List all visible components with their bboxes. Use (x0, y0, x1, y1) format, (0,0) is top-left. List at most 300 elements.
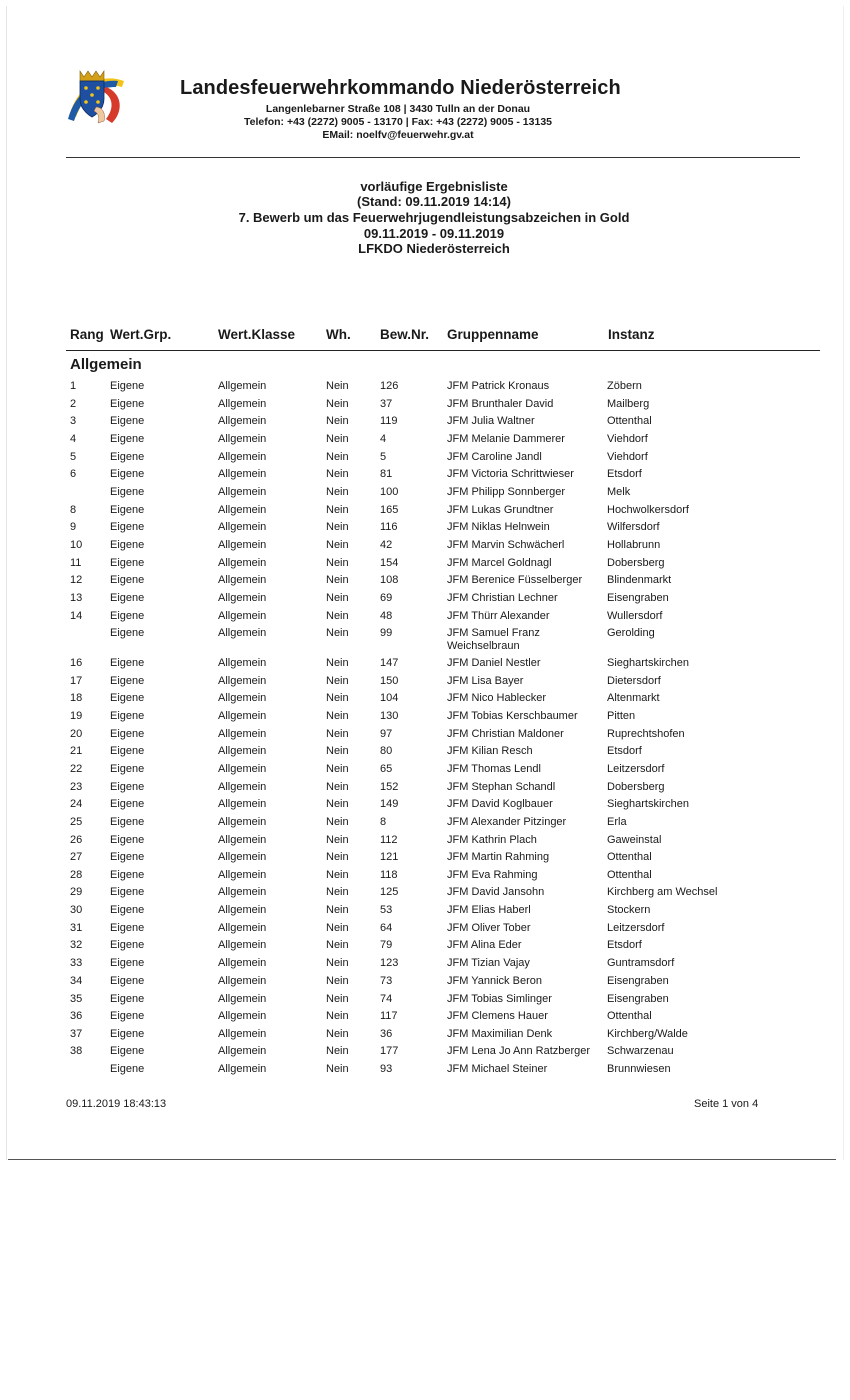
cell-gruppenname: JFM Niklas Helnwein (447, 521, 550, 533)
cell-instanz: Guntramsdorf (607, 957, 675, 969)
cell-wertgrp: Eigene (110, 380, 145, 392)
cell-bewnr: 117 (380, 1010, 398, 1022)
cell-bewnr: 177 (380, 1045, 399, 1057)
cell-instanz: Kirchberg am Wechsel (607, 886, 718, 898)
cell-wertklasse: Allgemein (218, 939, 267, 951)
cell-gruppenname: JFM Oliver Tober (447, 922, 531, 934)
cell-rang: 34 (70, 975, 83, 987)
cell-gruppenname: JFM Caroline Jandl (447, 451, 542, 463)
cell-wh: Nein (326, 433, 349, 445)
cell-rang: 32 (70, 939, 83, 951)
cell-wh: Nein (326, 1028, 349, 1040)
cell-rang: 22 (70, 763, 83, 775)
cell-instanz: Ruprechtshofen (607, 728, 685, 740)
cell-wertgrp: Eigene (110, 539, 145, 551)
cell-wh: Nein (326, 869, 349, 881)
table-row (0, 922, 850, 938)
cell-bewnr: 5 (380, 451, 387, 463)
cell-wh: Nein (326, 922, 349, 934)
table-row (0, 574, 850, 590)
cell-wertgrp: Eigene (110, 939, 145, 951)
cell-bewnr: 123 (380, 957, 399, 969)
cell-bewnr: 36 (380, 1028, 393, 1040)
cell-gruppenname: JFM Alexander Pitzinger (447, 816, 567, 828)
cell-gruppenname: JFM Thürr Alexander (447, 610, 550, 622)
cell-wertgrp: Eigene (110, 574, 145, 586)
col-header-bewnr: Bew.Nr. (380, 327, 430, 342)
cell-wh: Nein (326, 957, 349, 969)
cell-wertklasse: Allgemein (218, 851, 267, 863)
table-row (0, 380, 850, 396)
cell-gruppenname: JFM Lisa Bayer (447, 675, 524, 687)
cell-wertklasse: Allgemein (218, 834, 267, 846)
cell-bewnr: 121 (380, 851, 399, 863)
cell-rang: 31 (70, 922, 83, 934)
col-header-wertgrp: Wert.Grp. (110, 327, 172, 342)
cell-wh: Nein (326, 816, 349, 828)
cell-wertgrp: Eigene (110, 781, 145, 793)
table-row (0, 692, 850, 708)
event-name: 7. Bewerb um das Feuerwehrjugendleistungsabzeichen in Gold (238, 210, 630, 225)
cell-bewnr: 108 (380, 574, 399, 586)
cell-bewnr: 125 (380, 886, 399, 898)
cell-rang: 26 (70, 834, 83, 846)
event-organizer: LFKDO Niederösterreich (358, 241, 510, 256)
cell-wertgrp: Eigene (110, 922, 145, 934)
cell-bewnr: 69 (380, 592, 393, 604)
cell-bewnr: 100 (380, 486, 399, 498)
cell-rang: 9 (70, 521, 77, 533)
table-row (0, 1045, 850, 1061)
cell-wh: Nein (326, 557, 349, 569)
cell-gruppenname: JFM Eva Rahming (447, 869, 538, 881)
cell-gruppenname: JFM Lena Jo Ann Ratzberger (447, 1045, 591, 1057)
cell-rang: 36 (70, 1010, 83, 1022)
cell-rang: 13 (70, 592, 83, 604)
cell-wertklasse: Allgemein (218, 904, 267, 916)
cell-rang: 2 (70, 398, 77, 410)
cell-bewnr: 93 (380, 1063, 393, 1075)
cell-rang: 30 (70, 904, 83, 916)
cell-wertgrp: Eigene (110, 486, 145, 498)
cell-bewnr: 4 (380, 433, 387, 445)
cell-rang: 3 (70, 415, 77, 427)
cell-rang: 29 (70, 886, 83, 898)
cell-rang: 25 (70, 816, 83, 828)
cell-instanz: Altenmarkt (607, 692, 660, 704)
col-header-wh: Wh. (326, 327, 351, 342)
cell-rang: 23 (70, 781, 83, 793)
table-row (0, 728, 850, 744)
cell-wertgrp: Eigene (110, 692, 145, 704)
cell-wertgrp: Eigene (110, 904, 145, 916)
cell-wertgrp: Eigene (110, 557, 145, 569)
cell-instanz: Ottenthal (607, 415, 652, 427)
cell-wh: Nein (326, 939, 349, 951)
cell-instanz: Leitzersdorf (607, 763, 665, 775)
cell-wertgrp: Eigene (110, 975, 145, 987)
cell-instanz: Wilfersdorf (607, 521, 660, 533)
cell-rang: 5 (70, 451, 77, 463)
cell-gruppenname: JFM Maximilian Denk (447, 1028, 553, 1040)
cell-rang: 37 (70, 1028, 83, 1040)
cell-instanz: Blindenmarkt (607, 574, 672, 586)
cell-bewnr: 154 (380, 557, 399, 569)
table-row (0, 869, 850, 885)
cell-wertgrp: Eigene (110, 993, 145, 1005)
table-row (0, 557, 850, 573)
table-row (0, 451, 850, 467)
cell-wertklasse: Allgemein (218, 610, 267, 622)
cell-rang: 24 (70, 798, 83, 810)
cell-rang: 38 (70, 1045, 83, 1057)
cell-wertklasse: Allgemein (218, 816, 267, 828)
cell-wertklasse: Allgemein (218, 380, 267, 392)
cell-wertgrp: Eigene (110, 592, 145, 604)
cell-rang: 8 (70, 504, 77, 516)
col-header-wertklasse: Wert.Klasse (218, 327, 296, 342)
table-row (0, 1010, 850, 1026)
cell-wertgrp: Eigene (110, 504, 145, 516)
cell-rang: 12 (70, 574, 83, 586)
table-row (0, 610, 850, 626)
cell-wh: Nein (326, 798, 349, 810)
table-row (0, 415, 850, 431)
cell-instanz: Hollabrunn (607, 539, 661, 551)
cell-gruppenname: JFM Marcel Goldnagl (447, 557, 552, 569)
table-row (0, 675, 850, 691)
cell-wertgrp: Eigene (110, 1010, 145, 1022)
cell-wh: Nein (326, 675, 349, 687)
cell-wertgrp: Eigene (110, 610, 145, 622)
cell-bewnr: 48 (380, 610, 393, 622)
cell-rang: 28 (70, 869, 83, 881)
cell-rang: 35 (70, 993, 83, 1005)
cell-wertklasse: Allgemein (218, 415, 267, 427)
cell-gruppenname: JFM Michael Steiner (447, 1063, 548, 1075)
cell-wertgrp: Eigene (110, 451, 145, 463)
cell-wertklasse: Allgemein (218, 922, 267, 934)
cell-gruppenname: JFM Alina Eder (447, 939, 522, 951)
table-row (0, 486, 850, 502)
cell-wertklasse: Allgemein (218, 627, 267, 639)
cell-gruppenname: JFM Brunthaler David (447, 398, 554, 410)
org-title: Landesfeuerwehrkommando Niederösterreich (180, 77, 621, 99)
cell-wertklasse: Allgemein (218, 574, 267, 586)
cell-bewnr: 112 (380, 834, 398, 846)
cell-wertgrp: Eigene (110, 834, 145, 846)
cell-gruppenname: JFM David Jansohn (447, 886, 545, 898)
table-row (0, 710, 850, 726)
cell-instanz: Erla (607, 816, 627, 828)
cell-instanz: Etsdorf (607, 939, 642, 951)
cell-wh: Nein (326, 692, 349, 704)
cell-rang: 18 (70, 692, 83, 704)
cell-instanz: Etsdorf (607, 468, 642, 480)
cell-wertgrp: Eigene (110, 415, 145, 427)
cell-gruppenname: JFM Tobias Kerschbaumer (447, 710, 578, 722)
cell-wertklasse: Allgemein (218, 657, 267, 669)
cell-wh: Nein (326, 1010, 349, 1022)
cell-rang: 11 (70, 557, 82, 569)
cell-rang: 17 (70, 675, 83, 687)
col-header-rang: Rang (70, 327, 104, 342)
table-row (0, 433, 850, 449)
cell-wh: Nein (326, 781, 349, 793)
cell-gruppenname: JFM Stephan Schandl (447, 781, 556, 793)
cell-wertgrp: Eigene (110, 763, 145, 775)
table-row (0, 627, 850, 652)
cell-instanz: Leitzersdorf (607, 922, 665, 934)
cell-gruppenname: JFM Thomas Lendl (447, 763, 541, 775)
cell-gruppenname: JFM Yannick Beron (447, 975, 542, 987)
cell-wertklasse: Allgemein (218, 398, 267, 410)
cell-bewnr: 126 (380, 380, 399, 392)
cell-wh: Nein (326, 415, 349, 427)
cell-rang: 16 (70, 657, 83, 669)
cell-gruppenname: JFM Victoria Schrittwieser (447, 468, 574, 480)
cell-instanz: Etsdorf (607, 745, 642, 757)
cell-instanz: Wullersdorf (607, 610, 663, 622)
cell-instanz: Sieghartskirchen (607, 657, 689, 669)
cell-rang: 27 (70, 851, 83, 863)
cell-wertklasse: Allgemein (218, 504, 267, 516)
cell-instanz: Hochwolkersdorf (607, 504, 689, 516)
cell-gruppenname: JFM Julia Waltner (447, 415, 535, 427)
table-row (0, 745, 850, 761)
cell-instanz: Eisengraben (607, 975, 669, 987)
cell-wh: Nein (326, 592, 349, 604)
cell-gruppenname: JFM Nico Hablecker (447, 692, 547, 704)
cell-wertgrp: Eigene (110, 886, 145, 898)
cell-instanz: Eisengraben (607, 993, 669, 1005)
cell-wertgrp: Eigene (110, 433, 145, 445)
cell-wh: Nein (326, 380, 349, 392)
table-row (0, 398, 850, 414)
cell-gruppenname: JFM Daniel Nestler (447, 657, 541, 669)
table-row (0, 886, 850, 902)
cell-instanz: Dietersdorf (607, 675, 661, 687)
page-bottom-edge (8, 1159, 836, 1160)
cell-bewnr: 73 (380, 975, 393, 987)
table-row (0, 657, 850, 673)
col-header-instanz: Instanz (608, 327, 655, 342)
cell-wertgrp: Eigene (110, 627, 145, 639)
cell-wertgrp: Eigene (110, 468, 145, 480)
cell-gruppenname: JFM Berenice Füsselberger (447, 574, 583, 586)
table-row (0, 763, 850, 779)
cell-instanz: Viehdorf (607, 451, 648, 463)
cell-wh: Nein (326, 657, 349, 669)
page-indicator: Seite 1 von 4 (694, 1098, 759, 1110)
cell-gruppenname: JFM David Koglbauer (447, 798, 553, 810)
cell-bewnr: 152 (380, 781, 399, 793)
cell-bewnr: 42 (380, 539, 393, 551)
cell-wertklasse: Allgemein (218, 710, 267, 722)
cell-wertgrp: Eigene (110, 798, 145, 810)
cell-instanz: Schwarzenau (607, 1045, 674, 1057)
cell-gruppenname: JFM Kilian Resch (447, 745, 533, 757)
cell-wertklasse: Allgemein (218, 886, 267, 898)
cell-bewnr: 104 (380, 692, 399, 704)
cell-wh: Nein (326, 993, 349, 1005)
cell-rang: 1 (70, 380, 77, 392)
cell-wertklasse: Allgemein (218, 1063, 267, 1075)
cell-instanz: Pitten (607, 710, 636, 722)
cell-instanz: Melk (607, 486, 631, 498)
cell-instanz: Kirchberg/Walde (607, 1028, 688, 1040)
org-phone-fax: Telefon: +43 (2272) 9005 - 13170 | Fax: +43 (2272) 9005 - 13135 (243, 116, 553, 128)
org-address: Langenlebarner Straße 108 | 3430 Tulln an der Donau (265, 103, 531, 115)
cell-bewnr: 79 (380, 939, 393, 951)
cell-rang: 10 (70, 539, 83, 551)
table-row (0, 539, 850, 555)
cell-wertgrp: Eigene (110, 851, 145, 863)
cell-instanz: Ottenthal (607, 1010, 652, 1022)
cell-bewnr: 80 (380, 745, 393, 757)
cell-wertgrp: Eigene (110, 869, 145, 881)
cell-wertklasse: Allgemein (218, 486, 267, 498)
cell-bewnr: 149 (380, 798, 399, 810)
cell-instanz: Brunnwiesen (607, 1063, 671, 1075)
cell-gruppenname: JFM Tobias Simlinger (447, 993, 552, 1005)
cell-wertgrp: Eigene (110, 745, 145, 757)
cell-wertklasse: Allgemein (218, 433, 267, 445)
cell-wertklasse: Allgemein (218, 781, 267, 793)
table-row (0, 851, 850, 867)
cell-rang: 19 (70, 710, 83, 722)
cell-gruppenname: JFM Martin Rahming (447, 851, 550, 863)
cell-bewnr: 81 (380, 468, 393, 480)
cell-bewnr: 150 (380, 675, 399, 687)
cell-wertklasse: Allgemein (218, 993, 267, 1005)
cell-wertgrp: Eigene (110, 816, 145, 828)
table-row (0, 504, 850, 520)
cell-rang: 6 (70, 468, 77, 480)
cell-bewnr: 165 (380, 504, 399, 516)
cell-rang: 14 (70, 610, 83, 622)
cell-bewnr: 74 (380, 993, 393, 1005)
cell-instanz: Zöbern (607, 380, 642, 392)
cell-wertklasse: Allgemein (218, 675, 267, 687)
cell-wertklasse: Allgemein (218, 798, 267, 810)
list-status: (Stand: 09.11.2019 14:14) (357, 194, 511, 209)
table-row (0, 521, 850, 537)
cell-wh: Nein (326, 763, 349, 775)
cell-wertklasse: Allgemein (218, 1045, 267, 1057)
section-title: Allgemein (70, 356, 142, 373)
cell-wertklasse: Allgemein (218, 869, 267, 881)
cell-gruppenname: JFM Christian Maldoner (447, 728, 564, 740)
cell-wh: Nein (326, 904, 349, 916)
cell-rang: 21 (70, 745, 83, 757)
cell-instanz: Dobersberg (607, 781, 665, 793)
cell-wh: Nein (326, 886, 349, 898)
cell-wh: Nein (326, 975, 349, 987)
cell-wh: Nein (326, 728, 349, 740)
cell-wertgrp: Eigene (110, 710, 145, 722)
table-row (0, 816, 850, 832)
table-row (0, 798, 850, 814)
cell-gruppenname: JFM Melanie Dammerer (447, 433, 565, 445)
cell-wh: Nein (326, 486, 349, 498)
cell-wertgrp: Eigene (110, 398, 145, 410)
cell-wertklasse: Allgemein (218, 1010, 267, 1022)
cell-gruppenname: JFM Tizian Vajay (447, 957, 530, 969)
cell-wertklasse: Allgemein (218, 592, 267, 604)
list-title: vorläufige Ergebnisliste (360, 179, 508, 194)
cell-gruppenname: JFM Kathrin Plach (447, 834, 537, 846)
cell-instanz: Ottenthal (607, 869, 652, 881)
cell-wertklasse: Allgemein (218, 521, 267, 533)
cell-wh: Nein (326, 1045, 349, 1057)
cell-wertklasse: Allgemein (218, 468, 267, 480)
cell-gruppenname: JFM Samuel Franz Weichselbraun (447, 627, 540, 652)
table-row (0, 975, 850, 991)
cell-wertklasse: Allgemein (218, 957, 267, 969)
print-timestamp: 09.11.2019 18:43:13 (66, 1098, 167, 1110)
cell-bewnr: 99 (380, 627, 393, 639)
cell-instanz: Viehdorf (607, 433, 648, 445)
table-row (0, 904, 850, 920)
cell-bewnr: 37 (380, 398, 393, 410)
cell-instanz: Stockern (607, 904, 651, 916)
cell-bewnr: 118 (380, 869, 398, 881)
cell-instanz: Mailberg (607, 398, 650, 410)
cell-gruppenname: JFM Marvin Schwächerl (447, 539, 565, 551)
cell-wertgrp: Eigene (110, 957, 145, 969)
event-dates: 09.11.2019 - 09.11.2019 (363, 226, 505, 241)
org-email: EMail: noelfv@feuerwehr.gv.at (322, 129, 474, 141)
cell-wertklasse: Allgemein (218, 1028, 267, 1040)
cell-wertgrp: Eigene (110, 675, 145, 687)
cell-wertklasse: Allgemein (218, 557, 267, 569)
cell-wertgrp: Eigene (110, 657, 145, 669)
cell-instanz: Ottenthal (607, 851, 652, 863)
cell-wertklasse: Allgemein (218, 451, 267, 463)
table-row (0, 781, 850, 797)
cell-gruppenname: JFM Clemens Hauer (447, 1010, 548, 1022)
cell-wh: Nein (326, 1063, 349, 1075)
cell-wertklasse: Allgemein (218, 539, 267, 551)
table-row (0, 1028, 850, 1044)
cell-rang: 4 (70, 433, 77, 445)
cell-wertgrp: Eigene (110, 1063, 145, 1075)
cell-wh: Nein (326, 627, 349, 639)
cell-bewnr: 53 (380, 904, 393, 916)
cell-bewnr: 97 (380, 728, 393, 740)
cell-bewnr: 116 (380, 521, 398, 533)
cell-rang: 20 (70, 728, 83, 740)
cell-wertklasse: Allgemein (218, 975, 267, 987)
cell-wh: Nein (326, 574, 349, 586)
cell-wertgrp: Eigene (110, 1045, 145, 1057)
table-row (0, 939, 850, 955)
cell-instanz: Eisengraben (607, 592, 669, 604)
cell-instanz: Gerolding (607, 627, 655, 639)
cell-wertklasse: Allgemein (218, 745, 267, 757)
cell-wh: Nein (326, 745, 349, 757)
cell-wh: Nein (326, 539, 349, 551)
table-row (0, 957, 850, 973)
table-row (0, 468, 850, 484)
cell-wertgrp: Eigene (110, 1028, 145, 1040)
cell-instanz: Dobersberg (607, 557, 665, 569)
table-row (0, 834, 850, 850)
cell-wh: Nein (326, 851, 349, 863)
table-row (0, 592, 850, 608)
table-row (0, 993, 850, 1009)
